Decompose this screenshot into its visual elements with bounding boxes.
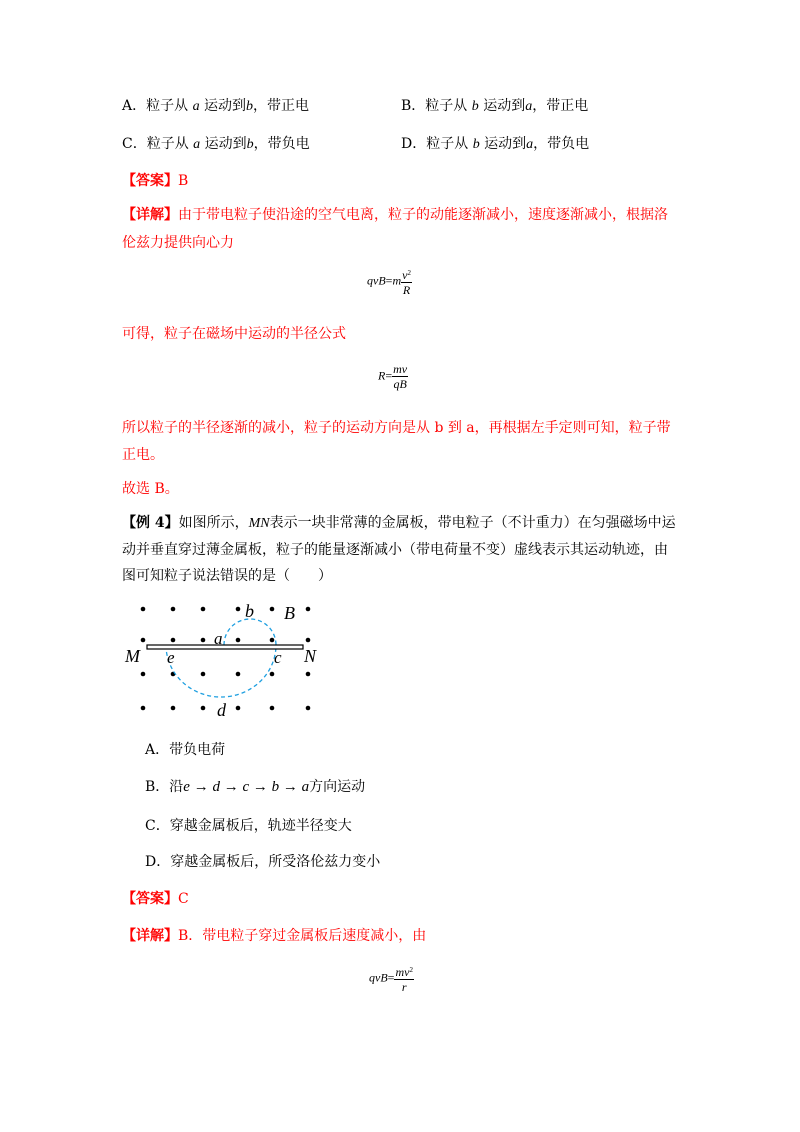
option-a: A．粒子从 a 运动到b，带正电 (122, 98, 310, 114)
detail-1-line-5: 正电。 (122, 447, 164, 463)
option-b: B．粒子从 b 运动到a，带正电 (401, 98, 589, 114)
label-m: M (125, 646, 140, 666)
label-b: b (245, 601, 254, 621)
trajectory-small-arc (224, 619, 276, 645)
formula-radius: R= $\frac{mv}{qB}$ (378, 362, 408, 391)
option-d: D．粒子从 b 运动到a，带负电 (401, 136, 590, 152)
detail-1-line-3: 可得，粒子在磁场中运动的半径公式 (122, 326, 346, 342)
detail-1-line-2: 伦兹力提供向心力 (122, 235, 234, 251)
formula-lorentz-centripetal: qvB=m $\frac{v^2}{R}$ (367, 268, 411, 297)
formula-lorentz-mv2r: qvB= $\frac{mv^2}{r}$ (369, 965, 413, 994)
answer-1: 【答案】B (122, 173, 189, 189)
option-c: C．粒子从 a 运动到b，带负电 (122, 136, 310, 152)
magnetic-field-figure (120, 595, 330, 720)
ex4-option-d: D．穿越金属板后，所受洛伦兹力变小 (145, 854, 381, 870)
example-4-line-3: 图可知粒子说法错误的是（ ） (122, 568, 332, 584)
ex4-option-c: C．穿越金属板后，轨迹半径变大 (145, 818, 352, 834)
detail-1-line-6: 故选 B。 (122, 481, 179, 497)
label-n: N (304, 646, 317, 666)
detail-1-line-1: 【详解】由于带电粒子使沿途的空气电离，粒子的动能逐渐减小，速度逐渐减小，根据洛 (122, 207, 668, 223)
trajectory-large-arc (166, 645, 276, 697)
answer-2: 【答案】C (122, 891, 189, 907)
detail-1-line-4: 所以粒子的半径逐渐的减小，粒子的运动方向是从 b 到 a，再根据左手定则可知，粒子带 (122, 420, 671, 436)
example-4-line-2: 动并垂直穿过薄金属板，粒子的能量逐渐减小（带电荷量不变）虚线表示其运动轨迹，由 (122, 542, 668, 558)
label-a: a (214, 629, 223, 648)
ex4-option-b: B．沿e → d → c → b → a方向运动 (145, 779, 366, 795)
example-4-line-1: 【例 4】如图所示，MN表示一块非常薄的金属板，带电粒子（不计重力）在匀强磁场中运 (122, 515, 676, 531)
ex4-option-a: A．带负电荷 (145, 742, 226, 758)
label-field-b: B (284, 603, 295, 623)
label-e: e (167, 648, 175, 667)
label-c: c (274, 648, 282, 667)
detail-2-line-1: 【详解】B．带电粒子穿过金属板后速度减小，由 (122, 928, 427, 944)
label-d: d (217, 700, 226, 720)
